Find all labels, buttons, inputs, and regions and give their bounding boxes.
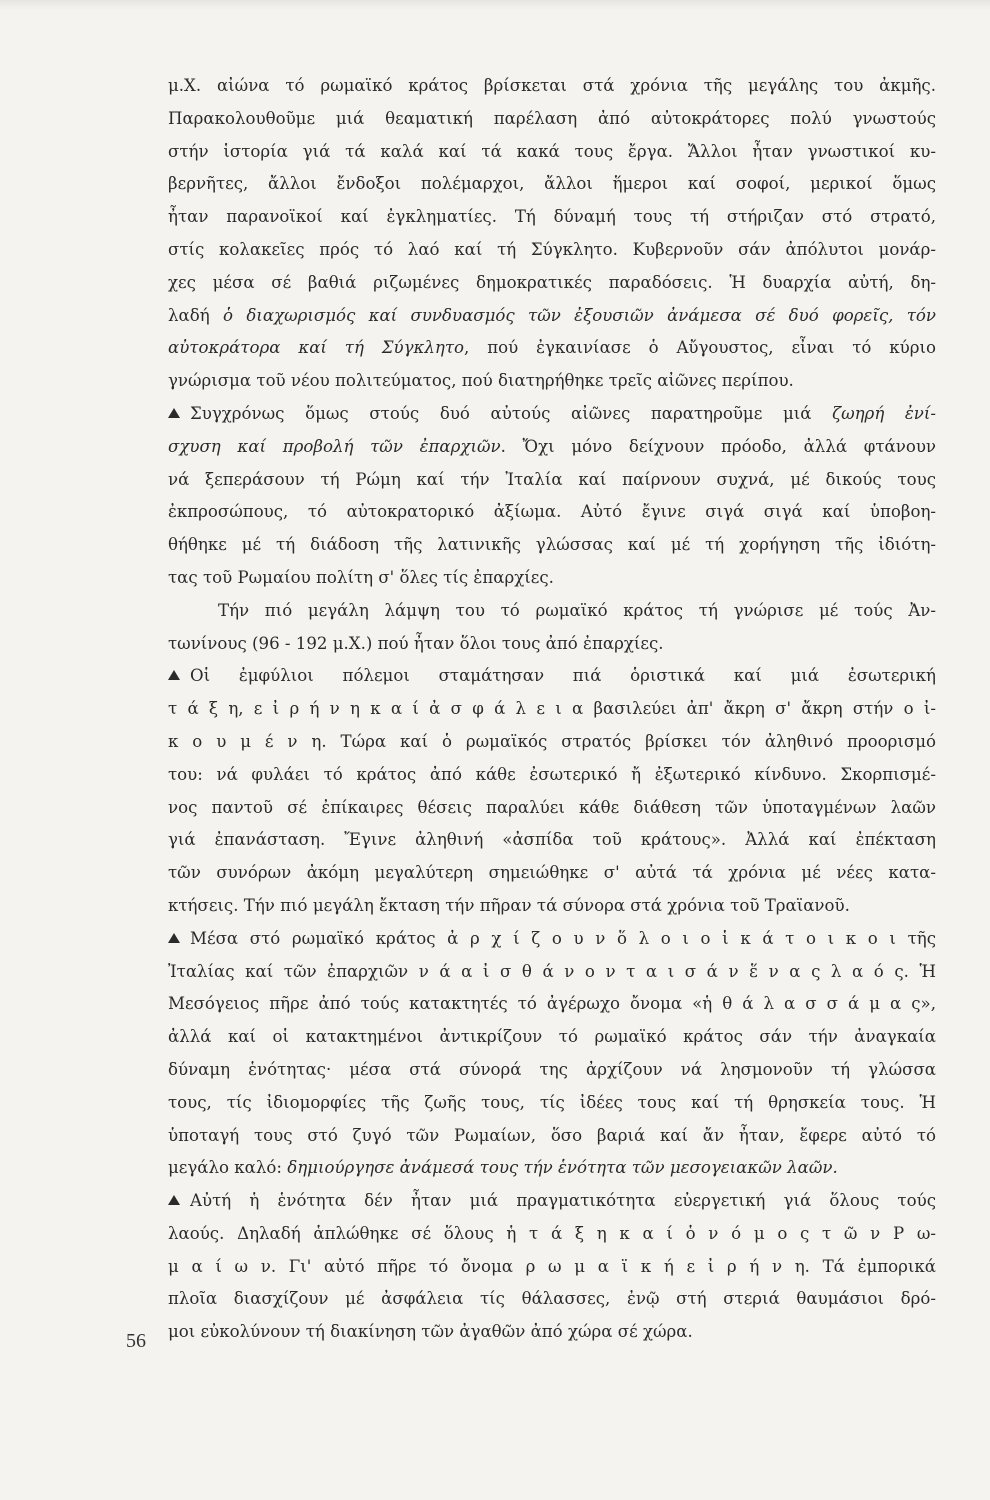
text-line: μεγάλο καλό: δημιούργησε ἀνάμεσά τους τήν ἑνότητα τῶν μεσογειακῶν λαῶν. [168,1158,838,1178]
text-line: δύναμη ἑνότητας· μέσα στά σύνορά της ἀρχίζουν νά λησμονοῦν τή γλώσσα [168,1059,936,1079]
text-line: του: νά φυλάει τό κράτος ἀπό κάθε ἐσωτερικό ἤ ἐξωτερικό κίνδυνο. Σκορπισμέ- [168,764,936,784]
text-line: Παρακολουθοῦμε μιά θεαματική παρέλαση ἀπό αὐτοκράτορες πολύ γνωστούς [168,108,936,128]
paragraph-line [168,398,936,431]
paragraph-line [168,923,936,956]
text-line: Τήν πιό μεγάλη λάμψη του τό ρωμαϊκό κράτος τή γνώρισε μέ τούς Ἀν- [218,600,936,620]
paragraph-line [168,660,936,693]
text-line: Ἰταλίας καί τῶν ἐπαρχιῶν ν ά α ἰ σ θ ά ν ο ν τ α ι σ ά ν ἕ ν α ς λ α ό ς. Ἡ [168,961,936,981]
text-line: ἀλλά καί οἱ κατακτημένοι ἀντικρίζουν τό ρωμαϊκό κράτος σάν τήν ἀναγκαία [168,1027,936,1047]
emphasis-text: ζωηρή ἐνί- [832,403,937,423]
text-line: πλοῖα διασχίζουν μέ ἀσφάλεια τίς θάλασσες, ἐνῷ στή στεριά θαυμάσιοι δρό- [168,1289,936,1309]
text-line: Αὐτή ἡ ἑνότητα δέν ἦταν μιά πραγματικότητα εὐεργετική γιά ὅλους τούς [190,1191,936,1211]
text-line: κ ο υ μ έ ν η. Τώρα καί ὁ ρωμαϊκός στρατός βρίσκει τόν ἀληθινό προορισμό [168,731,936,751]
text-line: κτήσεις. Τήν πιό μεγάλη ἔκταση τήν πῆραν τά σύνορα στά χρόνια τοῦ Τραϊανοῦ. [168,895,850,915]
triangle-bullet-icon [168,408,180,418]
text-line: νά ξεπεράσουν τή Ρώμη καί τήν Ἰταλία καί παίρνουν συχνά, μέ δικούς τους [168,469,936,489]
text-line: στίς κολακεῖες πρός τό λαό καί τή Σύγκλητο. Κυβερνοῦν σάν ἀπόλυτοι μονάρ- [168,239,936,259]
text-line: χες μέσα σέ βαθιά ριζωμένες δημοκρατικές παραδόσεις. Ἡ δυαρχία αὐτή, δη- [168,272,936,292]
text-line: λαδή ὁ διαχωρισμός καί συνδυασμός τῶν ἐξουσιῶν ἀνάμεσα σέ δυό φορεῖς, τόν [168,305,937,325]
text-line: τῶν συνόρων ἀκόμη μεγαλύτερη σημειώθηκε σ' αὐτά τά χρόνια μέ νέες κατα- [168,863,936,883]
text-line: λαούς. Δηλαδή ἁπλώθηκε σέ ὅλους ἡ τ ά ξ η κ α ί ὁ ν ό μ ο ς τ ῶ ν Ρ ω- [168,1223,936,1243]
text-line: νος παντοῦ σέ ἐπίκαιρες θέσεις παραλύει κάθε διάθεση τῶν ὑποταγμένων λαῶν [168,797,936,817]
text-line: μοι εὐκολύνουν τή διακίνηση τῶν ἀγαθῶν ἀπό χώρα σέ χώρα. [168,1322,693,1342]
emphasis-text: σχυση καί προβολή τῶν ἐπαρχιῶν [168,436,501,456]
text-line: Οἱ ἐμφύλιοι πόλεμοι σταμάτησαν πιά ὁριστικά καί μιά ἐσωτερική [190,666,936,686]
text-line: θήθηκε μέ τή διάδοση τῆς λατινικῆς γλώσσας καί μέ τή χορήγηση τῆς ἰδιότη- [168,535,936,555]
emphasis-text: αὐτοκράτορα καί τή Σύγκλητο [168,338,465,358]
emphasis-text: ὁ διαχωρισμός καί συνδυασμός τῶν ἐξουσιῶν ἀνάμεσα σέ δυό φορεῖς, τόν [223,305,937,325]
text-line: Μέσα στό ρωμαϊκό κράτος ἀ ρ χ ί ζ ο υ ν ὅ λ ο ι ο ἱ κ ά τ ο ι κ ο ι τῆς [190,928,936,948]
text-line: γιά ἐπανάσταση. Ἔγινε ἀληθινή «ἀσπίδα τοῦ κράτους». Ἀλλά καί ἐπέκταση [168,830,936,850]
text-line: γνώρισμα τοῦ νέου πολιτεύματος, πού διατηρήθηκε τρεῖς αἰῶνες περίπου. [168,371,794,391]
triangle-bullet-icon [168,670,180,680]
page-top-edge [0,0,990,10]
text-line: ὑποταγή τους στό ζυγό τῶν Ρωμαίων, ὅσο βαριά καί ἄν ἦταν, ἔφερε αὐτό τό [168,1125,936,1145]
text-line: στήν ἱστορία γιά τά καλά καί τά κακά τους ἔργα. Ἄλλοι ἦταν γνωστικοί κυ- [168,141,936,161]
text-line: σχυση καί προβολή τῶν ἐπαρχιῶν. Ὄχι μόνο δείχνουν πρόοδο, ἀλλά φτάνουν [168,436,937,456]
text-line: τωνίνους (96 - 192 μ.Χ.) πού ἦταν ὅλοι τους ἀπό ἐπαρχίες. [168,633,664,653]
text-line: τους, τίς ἰδιομορφίες τῆς ζωῆς τους, τίς ἰδέες τους καί τή θρησκεία τους. Ἡ [168,1092,936,1112]
page-number: 56 [126,1330,146,1352]
text-line: Συγχρόνως ὅμως στούς δυό αὐτούς αἰῶνες παρατηροῦμε μιά ζωηρή ἐνί- [190,403,937,423]
text-line: τ ά ξ η, ε ἰ ρ ή ν η κ α ί ἀ σ φ ά λ ε ι α βασιλεύει ἀπ' ἄκρη σ' ἄκρη στήν ο ἰ- [168,699,936,719]
text-line: αὐτοκράτορα καί τή Σύγκλητο, πού ἐγκαινίασε ὁ Αὔγουστος, εἶναι τό κύριο [168,338,936,358]
paragraph-line [168,1185,936,1218]
triangle-bullet-icon [168,933,180,943]
text-line: ἐκπροσώπους, τό αὐτοκρατορικό ἀξίωμα. Αὐτό ἔγινε σιγά σιγά καί ὑποβοη- [168,502,936,522]
text-line: Μεσόγειος πῆρε ἀπό τούς κατακτητές τό ἀγέρωχο ὄνομα «ἡ θ ά λ α σ σ ά μ α ς», [168,994,936,1014]
emphasis-text: δημιούργησε ἀνάμεσά τους τήν ἑνότητα τῶν μεσογειακῶν λαῶν. [287,1158,838,1178]
text-line: μ α ί ω ν. Γι' αὐτό πῆρε τό ὄνομα ρ ω μ α ϊ κ ή ε ἰ ρ ή ν η. Τά ἐμπορικά [168,1256,936,1276]
text-line: ἦταν παρανοϊκοί καί ἐγκληματίες. Τή δύναμή τους τή στήριζαν στό στρατό, [168,207,936,227]
text-line: μ.Χ. αἰώνα τό ρωμαϊκό κράτος βρίσκεται στά χρόνια τῆς μεγάλης του ἀκμῆς. [168,76,936,95]
body-text [168,70,936,1349]
text-line: τας τοῦ Ρωμαίου πολίτη σ' ὅλες τίς ἐπαρχίες. [168,567,554,587]
triangle-bullet-icon [168,1195,180,1205]
text-line: βερνῆτες, ἄλλοι ἔνδοξοι πολέμαρχοι, ἄλλοι ἥμεροι καί σοφοί, μερικοί ὅμως [168,174,936,194]
